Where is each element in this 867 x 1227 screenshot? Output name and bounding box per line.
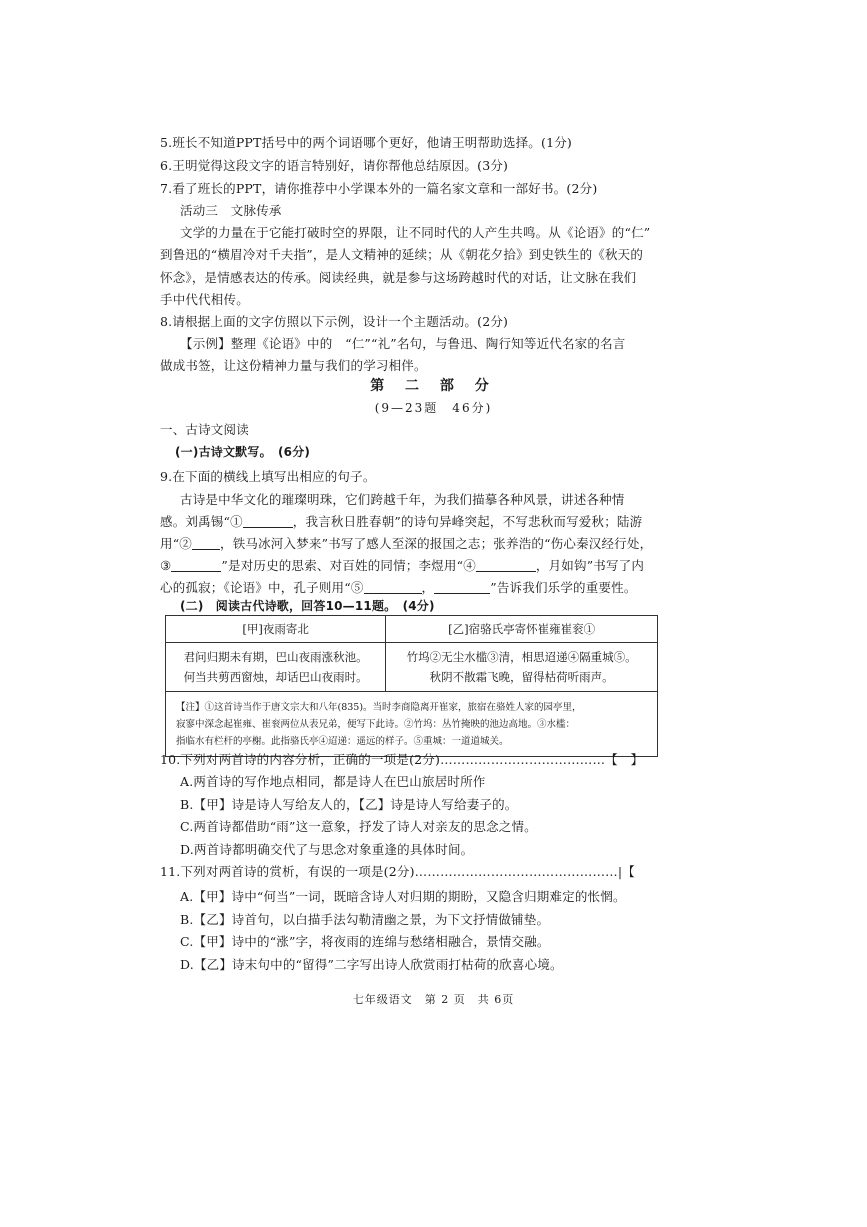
text-segment: ，铁马冰河入梦来”书写了感人至深的报国之志；张养浩的“伤心秦汉经行处， bbox=[220, 536, 653, 551]
text-segment: ③ bbox=[160, 558, 172, 573]
text-segment: 用“② bbox=[160, 536, 192, 551]
poem-b-body bbox=[386, 643, 658, 692]
question-9-line bbox=[160, 534, 700, 554]
question-11-option-b: B.【乙】诗首句，以白描手法勾勒清幽之景，为下文抒情做铺垫。 bbox=[180, 912, 550, 927]
note-line: 寂寥中深念起崔雍、崔衮两位从表兄弟，便写下此诗。②竹坞：丛竹掩映的池边高地。③水槛： bbox=[176, 718, 576, 730]
note-line: 【注】①这首诗当作于唐文宗大和八年(835)。当时李商隐离开崔家，旅宿在骆姓人家的园亭里， bbox=[176, 701, 582, 713]
fill-blank-4[interactable] bbox=[476, 557, 536, 572]
question-11-stem: 11.下列对两首诗的赏析，有误的一项是(2分)…………………………………………|【 bbox=[160, 864, 635, 879]
passage-line: 怀念》，是情感表达的传承。阅读经典，就是参与这场跨越时代的对话，让文脉在我们 bbox=[160, 270, 637, 285]
poem-b-title: [乙]宿骆氏亭寄怀崔雍崔衮① bbox=[386, 616, 658, 643]
text-segment: ， bbox=[421, 580, 435, 595]
fill-blank-3[interactable] bbox=[171, 557, 221, 572]
question-10-option-d: D.两首诗都明确交代了与思念对象重逢的具体时间。 bbox=[180, 842, 474, 857]
passage-line: 文学的力量在于它能打破时空的界限，让不同时代的人产生共鸣。从《论语》的“仁” bbox=[180, 225, 651, 240]
question-9-stem: 9.在下面的横线上填写出相应的句子。 bbox=[160, 469, 376, 484]
fill-blank-5a[interactable] bbox=[364, 579, 422, 594]
question-11-option-c: C.【甲】诗中的“涨”字，将夜雨的连绵与愁绪相融合，景情交融。 bbox=[180, 934, 550, 949]
subsection-2-heading: (二) 阅读古代诗歌，回答10—11题。 (4分) bbox=[180, 599, 435, 613]
part-2-title: 第 二 部 分 bbox=[370, 378, 497, 394]
question-11-option-d: D.【乙】诗末句中的“留得”二字写出诗人欣赏雨打枯荷的欣喜心境。 bbox=[180, 957, 563, 972]
question-7: 7.看了班长的PPT，请你推荐中小学课本外的一篇名家文章和一部好书。(2分) bbox=[160, 181, 598, 196]
text-segment: ，我言秋日胜春朝”的诗句异峰突起，不写悲秋而写爱秋；陆游 bbox=[292, 514, 643, 529]
question-10-option-c: C.两首诗都借助“雨”这一意象，抒发了诗人对亲友的思念之情。 bbox=[180, 819, 537, 834]
poem-notes bbox=[166, 692, 658, 757]
example-line: 做成书签，让这份精神力量与我们的学习相伴。 bbox=[160, 358, 427, 373]
question-11-option-a: A.【甲】诗中“何当”一词，既暗含诗人对归期的期盼，又隐含归期难定的怅惘。 bbox=[180, 889, 626, 904]
poem-line: 秋阴不散霜飞晚，留得枯荷听雨声。 bbox=[429, 670, 614, 684]
text-segment: 感。刘禹锡“① bbox=[160, 514, 243, 529]
poem-line: 何当共剪西窗烛，却话巴山夜雨时。 bbox=[183, 670, 368, 684]
section-1-heading: 一、古诗文阅读 bbox=[160, 422, 249, 437]
question-9-line bbox=[160, 578, 700, 598]
text-segment: ，月如钩”书写了内 bbox=[535, 558, 645, 573]
question-5: 5.班长不知道PPT括号中的两个词语哪个更好，他请王明帮助选择。(1分) bbox=[160, 135, 572, 150]
note-line: 指临水有栏杆的亭榭。此指骆氏亭④迢递：遥远的样子。⑤重城：一道道城关。 bbox=[176, 735, 509, 747]
fill-blank-2[interactable] bbox=[192, 535, 220, 550]
poems-table bbox=[165, 615, 658, 757]
poem-line: 君问归期未有期，巴山夜雨涨秋池。 bbox=[183, 650, 368, 664]
activity-3-heading: 活动三 文脉传承 bbox=[180, 203, 282, 218]
fill-blank-1[interactable] bbox=[243, 513, 293, 528]
poem-a-body bbox=[166, 643, 386, 692]
poem-line: 竹坞②无尘水槛③清，相思迢递④隔重城⑤。 bbox=[406, 650, 637, 664]
text-segment: ”告诉我们乐学的重要性。 bbox=[490, 580, 637, 595]
fill-blank-5b[interactable] bbox=[434, 579, 490, 594]
text-segment: ”是对历史的思索、对百姓的同情；李煜用“④ bbox=[221, 558, 476, 573]
page-footer: 七年级语文 第 2 页 共 6页 bbox=[352, 993, 515, 1006]
passage-line: 到鲁迅的“横眉冷对千夫指”，是人文精神的延续；从《朝花夕拾》到史铁生的《秋天的 bbox=[160, 247, 644, 262]
passage-line: 手中代代相传。 bbox=[160, 292, 249, 307]
poem-a-title: [甲]夜雨寄北 bbox=[166, 616, 386, 643]
question-8: 8.请根据上面的文字仿照以下示例，设计一个主题活动。(2分) bbox=[160, 314, 509, 329]
text-segment: 心的孤寂；《论语》中，孔子则用“⑤ bbox=[160, 580, 364, 595]
subsection-1-heading: (一)古诗文默写。 (6分) bbox=[175, 445, 311, 459]
question-9-line: 古诗是中华文化的璀璨明珠，它们跨越千年，为我们描摹各种风景，讲述各种情 bbox=[180, 492, 625, 507]
question-9-line bbox=[160, 512, 700, 532]
question-10-option-a: A.两首诗的写作地点相同，都是诗人在巴山旅居时所作 bbox=[180, 774, 486, 789]
question-9-line bbox=[160, 556, 700, 576]
question-10-stem: 10.下列对两首诗的内容分析，正确的一项是(2分)…………………………………【 】 bbox=[160, 752, 644, 767]
question-10-option-b: B.【甲】诗是诗人写给友人的，【乙】诗是诗人写给妻子的。 bbox=[180, 797, 518, 812]
example-line: 【示例】整理《论语》中的 “仁”“礼”名句，与鲁迅、陶行知等近代名家的名言 bbox=[180, 336, 626, 351]
part-2-subtitle: (9—23题 46分) bbox=[374, 401, 493, 415]
question-6: 6.王明觉得这段文字的语言特别好，请你帮他总结原因。(3分) bbox=[160, 158, 509, 173]
